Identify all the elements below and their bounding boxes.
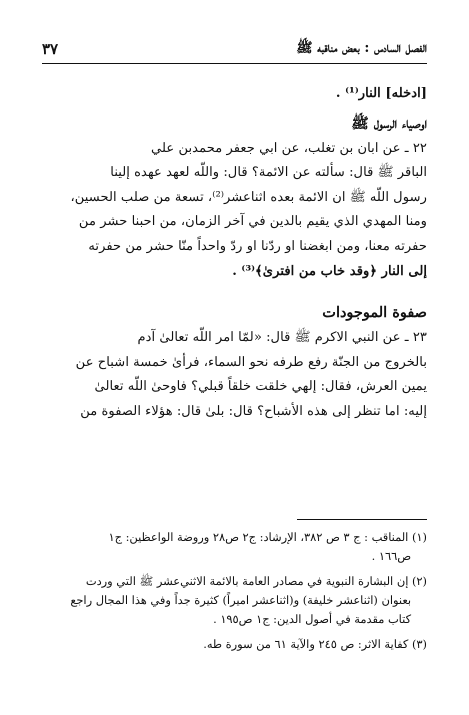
footnote-line: (١) المناقب : ج ٣ ص ٣٨٢، الإرشاد: ج٢ ص٢٨ وروضة الواعظين: ج١ (108, 530, 427, 544)
footnote-line: بعنوان (اثناعشر خليفة) و(اثناعشر اميراً) كثيرة جداً وفي هذا المجال راجع (70, 593, 411, 607)
footnote-1 (42, 528, 427, 566)
section-heading: اوصياء الرسول ﷺ (351, 114, 427, 132)
page-header (42, 38, 427, 60)
main-text (42, 82, 427, 425)
footnote-line: (٣) كفاية الاثر: ص ٢٤٥ والآية ٦١ من سورة طه. (203, 637, 427, 651)
text-line: ومنا المهدي الذي يقيم بالدين في آخر الزمان، من احبنا حشر من (78, 214, 427, 230)
footnotes (42, 528, 427, 660)
text-line: الباقر ﷺ قال: سألته عن الائمة؟ قال: واللّه لعهد عهده إلينا (110, 165, 427, 181)
text-line: إليه: اما تنظر إلى هذه الأشباح؟ قال: بلىٰ قال: هؤلاء الصفوة من (80, 403, 427, 419)
footnote-2 (42, 572, 427, 629)
footnote-3 (42, 635, 427, 654)
text-line: رسول اللّه ﷺ ان الائمة بعده اثناعشر⁽²⁾، تسعة من صلب الحسين، (70, 189, 427, 205)
text-line: يمين العرش، فقال: إلهي خلقت خلقاً قبلي؟ فاوحىٰ اللّه تعالىٰ (94, 379, 427, 395)
text-line: بالخروج من الجنّة رفع طرفه نحو السماء، فرأىٰ خمسة اشباح عن (75, 354, 427, 370)
footnote-line: (٢) إن البشارة النبوية في مصادر العامة بالائمة الاثني‌عشر ﷺ التي وردت (85, 574, 427, 588)
text-line: [ادخله] النار⁽¹⁾ . (335, 86, 427, 101)
chapter-title: الفصل السادس : بعض مناقبه ﷺ (296, 40, 427, 56)
text-line: ٢٢ ـ عن ابان بن تغلب، عن ابي جعفر محمدبن علي (151, 140, 427, 156)
page-number: ٣٧ (42, 40, 59, 58)
footnote-divider (297, 519, 427, 520)
text-line: ٢٣ ـ عن النبي الاكرم ﷺ قال: «لمّا امر اللّه تعالىٰ آدم (137, 330, 427, 346)
section-heading: صفوة الموجودات (322, 304, 427, 322)
footnote-line: كتاب مقدمة في أصول الدين: ج١ ص١٩٥ . (213, 612, 411, 626)
header-divider (42, 63, 427, 64)
text-line: إلى النار ﴿وقد خاب من افترىٰ﴾⁽³⁾ . (232, 263, 427, 279)
text-line: حفرته معنا، ومن ابغضنا او ردّنا او ردّ واحداً منّا حشر من حفرته (88, 238, 427, 254)
footnote-line: ص١٦٦ . (371, 549, 411, 563)
spacer (42, 284, 427, 300)
